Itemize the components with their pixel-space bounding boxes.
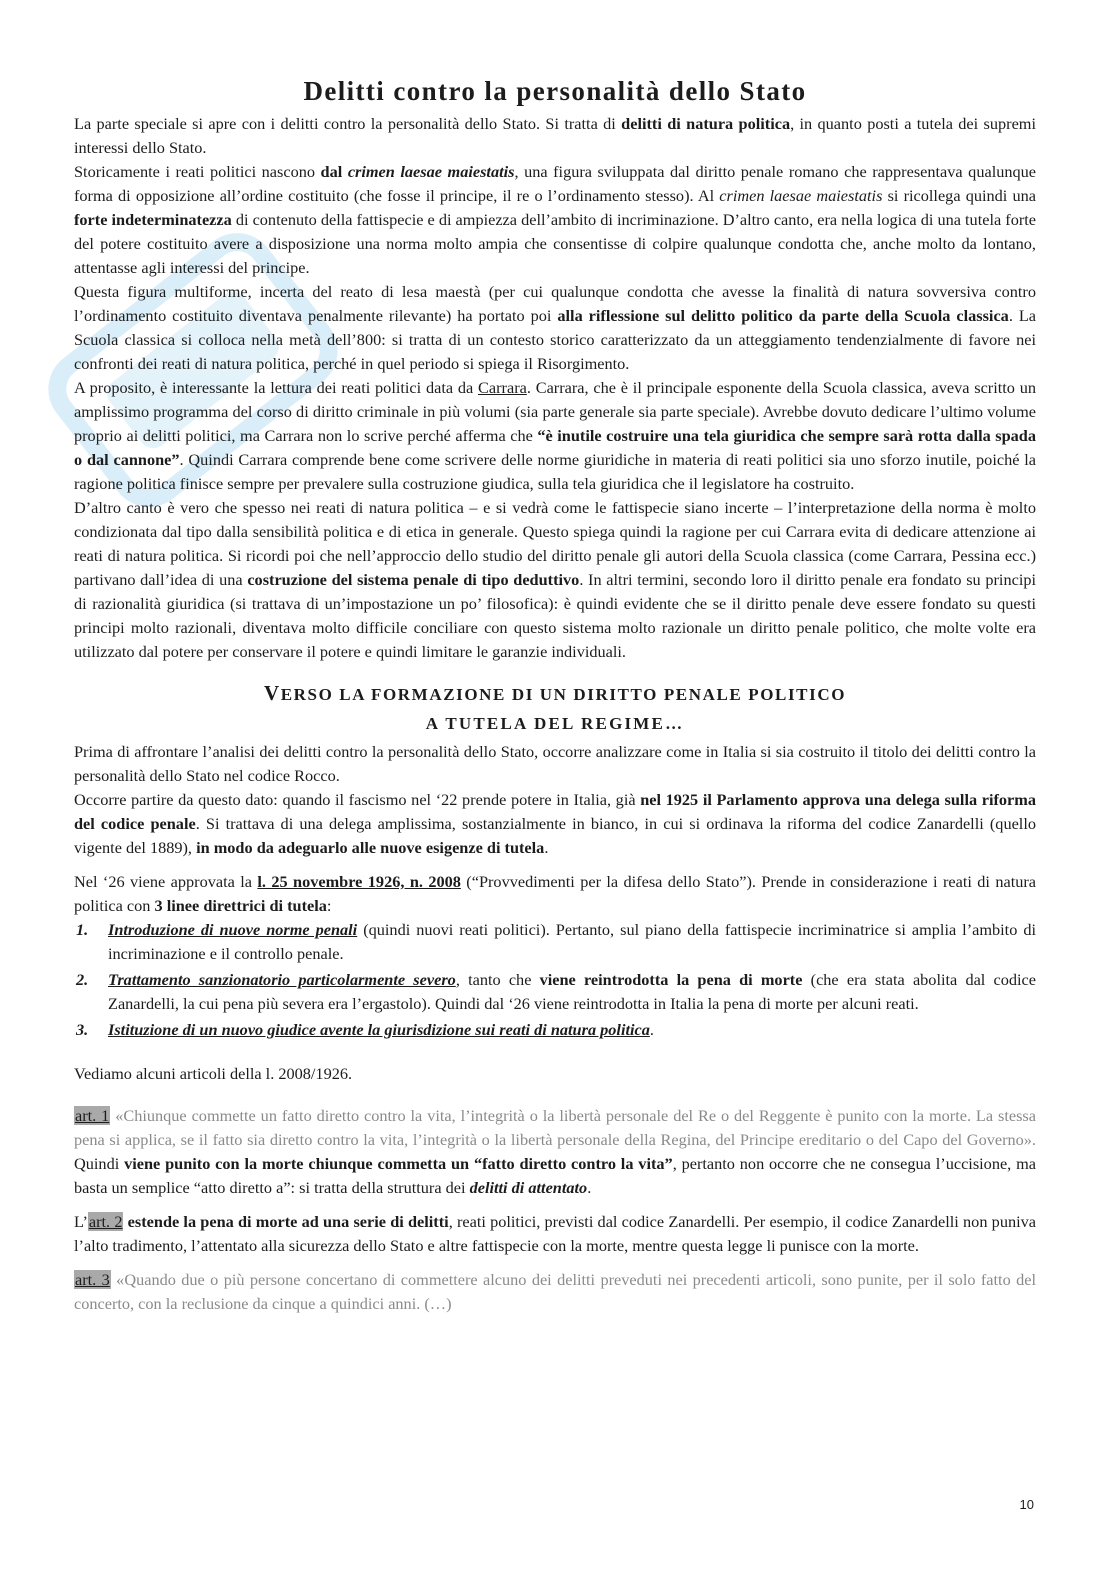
list-item: 3. Istituzione di un nuovo giudice avente la giurisdizione sui reati di natura politica. [76, 1020, 654, 1039]
list-item: 2. Trattamento sanzionatorio particolarmente severo, tanto che viene reintrodotta la pena di morte (che era stata abolita dal codice Zanardelli, la cui pena più severa era l’ergastolo). Quindi dal ‘26 viene reintrodotta in Italia la pena di morte per alcuni reati. [76, 970, 1037, 1013]
paragraph-section-2: Occorre partire da questo dato: quando il fascismo nel ‘22 prende potere in Italia, già nel 1925 il Parlamento approva una delega sulla riforma del codice penale. Si trattava di una delega amplissima, sostanzialmente in bianco, in cui si ordinava la riforma del codice Zanardelli (quello vigente del 1889), in modo da adeguarlo alle nuove esigenze di tutela. [74, 790, 1036, 857]
paragraph-section-3: Nel ‘26 viene approvata la l. 25 novembre 1926, n. 2008 (“Provvedimenti per la difesa dello Stato”). Prende in considerazione i reati di natura politica con 3 linee direttrici di tutela: [74, 872, 1037, 915]
article-label: art. 2 [88, 1212, 123, 1231]
carrara-underlined: Carrara [478, 378, 527, 397]
article-label: art. 1 [75, 1106, 110, 1125]
paragraph-art-2: L’art. 2 estende la pena di morte ad una serie di delitti, reati politici, previsti dal codice Zanardelli. Per esempio, il codice Zanardelli non puniva l’alto tradimento, l’attentato alla sicurezza dello Stato e altre fattispecie con la morte, mentre questa legge li punisce con la morte. [74, 1212, 1036, 1255]
section-heading-line2: A TUTELA DEL REGIME… [425, 714, 685, 733]
paragraph-art-1: art. 1 «Chiunque commette un fatto diretto contro la vita, l’integrità o la libertà personale del Re o del Reggente è punito con la morte. La stessa pena si applica, se il fatto sia diretto contro la vita, l’integrità o la libertà personale della Regina, del Principe ereditario o del Capo del Governo». Quindi viene punito con la morte chiunque commetta un “fatto diretto contro la vita”, pertanto non occorre che ne consegua l’uccisione, ma basta un semplice “atto diretto a”: si tratta della struttura dei delitti di attentato. [74, 1106, 1036, 1197]
document-page [74, 74, 1036, 1316]
paragraph-section-1: Prima di affrontare l’analisi dei delitti contro la personalità dello Stato, occorre analizzare come in Italia si sia costruito il titolo dei delitti contro la personalità dello Stato nel codice Rocco. [74, 742, 1036, 785]
article-label: art. 3 [75, 1270, 110, 1289]
section-heading: VERSO LA FORMAZIONE DI UN DIRITTO PENALE POLITICO [263, 681, 847, 705]
paragraph-section-4: Vediamo alcuni articoli della l. 2008/1926. [74, 1064, 353, 1083]
page-title: Delitti contro la personalità dello Stato [303, 76, 807, 106]
paragraph-intro-3: Questa figura multiforme, incerta del reato di lesa maestà (per cui qualunque condotta che avesse la finalità di natura sovversiva contro l’ordinamento costituito diventava penalmente rilevante) ha portato poi alla riflessione sul delitto politico da parte della Scuola classica. La Scuola classica si colloca nella metà dell’800: si tratta di un contesto storico caratterizzato da un atteggiamento tendenzialmente di favore nei confronti dei reati di natura politica, perché in quel periodo si spiega il Risorgimento. [74, 282, 1037, 373]
list-item: 1. Introduzione di nuove norme penali (quindi nuovi reati politici). Pertanto, sul piano della fattispecie incriminatrice si amplia l’ambito di incriminazione e il controllo penale. [76, 920, 1036, 963]
paragraph-intro-4: A proposito, è interessante la lettura dei reati politici data da Carrara. Carrara, che è il principale esponente della Scuola classica, aveva scritto un amplissimo programma del corso di diritto criminale in più volumi (sia parte generale sia parte speciale). Avrebbe dovuto dedicare l’ultimo volume proprio ai delitti politici, ma Carrara non lo scrive perché afferma che “è inutile costruire una tela giuridica che sempre sarà rotta dalla spada o dal cannone”. Quindi Carrara comprende bene come scrivere delle norme giuridiche in materia di reati politici sia uno sforzo inutile, poiché la ragione politica finisce sempre per prevalere sulla costruzione giudica, sulla tela giuridica che il legislatore ha costruito. [74, 378, 1037, 493]
page-number: 10 [1019, 1497, 1034, 1512]
paragraph-art-3: art. 3 «Quando due o più persone concertano di commettere alcuno dei delitti preveduti nei precedenti articoli, sono punite, per il solo fatto del concerto, con la reclusione da cinque a quindici anni. (…) [74, 1270, 1036, 1313]
paragraph-intro-2: Storicamente i reati politici nascono dal crimen laesae maiestatis, una figura sviluppata dal diritto penale romano che rappresentava qualunque forma di opposizione all’ordine costituito (che fosse il principe, il re o l’ordinamento stesso). Al crimen laesae maiestatis si ricollega quindi una forte indeterminatezza di contenuto della fattispecie e di ampiezza dell’ambito di incriminazione. D’altro canto, era nella logica di una tutela forte del potere costituito avere a disposizione una norma molto ampia che consentisse di colpire qualunque condotta che, anche molto da lontano, attentasse agli interessi del principe. [74, 162, 1037, 277]
directive-list [74, 918, 1036, 1042]
paragraph-intro-5: D’altro canto è vero che spesso nei reati di natura politica – e si vedrà come le fattispecie siano incerte – l’interpretazione della norma è molto condizionata dal tipo dalla sensibilità politica e di etica in generale. Questo spiega quindi la ragione per cui Carrara evita di dedicare attenzione ai reati di natura politica. Si ricordi poi che nell’approccio dello studio del diritto penale gli autori della Scuola classica (come Carrara, Pessina ecc.) partivano dall’idea di una costruzione del sistema penale di tipo deduttivo. In altri termini, secondo loro il diritto penale era fondato su principi di razionalità giuridica (si trattava di un’impostazione un po’ filosofica): è quindi evidente che se il diritto penale deve essere fondato su questi principi molto razionali, diventava molto difficile conciliare con questo sistema molto razionale un diritto penale politico, che molte volte era utilizzato dal potere per conservare il potere e quindi limitare le garanzie individuali. [74, 498, 1037, 661]
paragraph-intro-1: La parte speciale si apre con i delitti contro la personalità dello Stato. Si tratta di delitti di natura politica, in quanto posti a tutela dei supremi interessi dello Stato. [74, 114, 1036, 157]
